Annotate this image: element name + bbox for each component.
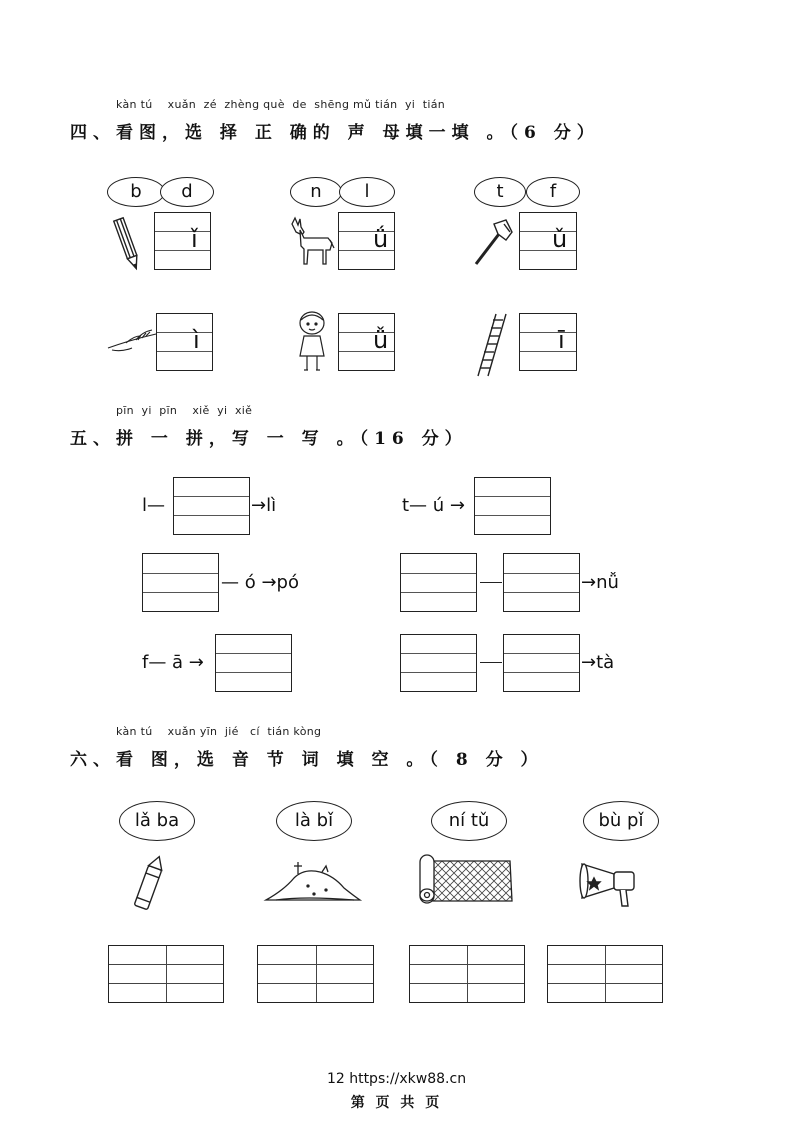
writing-box[interactable] xyxy=(400,634,477,692)
wheat-icon xyxy=(106,326,158,360)
megaphone-icon xyxy=(578,856,644,912)
word-oval[interactable]: lǎ ba xyxy=(119,801,195,841)
equation-text: l— xyxy=(142,495,166,516)
final-text: ī xyxy=(558,326,565,354)
section5-pinyin: pīn yi pīn xiě yi xiě xyxy=(116,404,253,417)
dash-connector xyxy=(480,662,502,663)
writing-box[interactable] xyxy=(142,553,219,612)
writing-box[interactable] xyxy=(503,634,580,692)
option-oval[interactable]: n xyxy=(290,177,342,207)
ladder-icon xyxy=(474,312,510,382)
writing-box[interactable] xyxy=(519,313,577,371)
writing-box[interactable] xyxy=(503,553,580,612)
cloth-roll-icon xyxy=(418,853,516,909)
axe-icon xyxy=(470,218,516,272)
footer-page: 第 页 共 页 xyxy=(350,1095,443,1111)
equation-text: t— ú → xyxy=(402,495,465,516)
section6-heading: 六、看 图，选 音 节 词 填 空 。（ 8 分 ） xyxy=(70,750,544,770)
word-oval[interactable]: là bǐ xyxy=(276,801,352,841)
writing-box[interactable] xyxy=(338,313,395,371)
footer-url: 12 https://xkw88.cn xyxy=(326,1071,467,1087)
equation-text: →lì xyxy=(251,495,277,516)
final-text: ǐ xyxy=(191,225,198,253)
writing-box[interactable] xyxy=(154,212,211,270)
section4-pinyin: kàn tú xuǎn zé zhèng què de shēng mǔ tián yi tián xyxy=(116,98,446,111)
answer-grid[interactable] xyxy=(547,945,663,1003)
dash-connector xyxy=(480,582,502,583)
equation-text: f— ā → xyxy=(142,652,204,673)
answer-grid[interactable] xyxy=(409,945,525,1003)
final-text: ì xyxy=(193,326,200,354)
answer-grid[interactable] xyxy=(257,945,374,1003)
word-oval[interactable]: bù pǐ xyxy=(583,801,659,841)
section5-heading: 五、拼 一 拼，写 一 写 。（16 分） xyxy=(70,429,468,449)
answer-grid[interactable] xyxy=(108,945,224,1003)
writing-box[interactable] xyxy=(215,634,292,692)
writing-box[interactable] xyxy=(173,477,250,535)
section6-pinyin: kàn tú xuǎn yīn jié cí tián kòng xyxy=(116,725,322,738)
equation-text: →nǚ xyxy=(581,572,619,593)
girl-icon xyxy=(296,310,330,378)
writing-box[interactable] xyxy=(338,212,395,270)
writing-box[interactable] xyxy=(156,313,213,371)
mound-icon xyxy=(264,860,362,908)
equation-text: — ó →pó xyxy=(221,572,299,593)
final-text: ǘ xyxy=(373,225,389,253)
writing-box[interactable] xyxy=(519,212,577,270)
writing-box[interactable] xyxy=(474,477,551,535)
option-oval[interactable]: d xyxy=(160,177,214,207)
crayon-icon xyxy=(134,853,166,915)
writing-box[interactable] xyxy=(400,553,477,612)
option-oval[interactable]: l xyxy=(339,177,395,207)
final-text: ǔ xyxy=(552,225,568,253)
option-oval[interactable]: b xyxy=(107,177,165,207)
donkey-icon xyxy=(288,216,336,270)
equation-text: →tà xyxy=(581,652,615,673)
final-text: ǚ xyxy=(373,326,389,354)
pencil-icon xyxy=(112,214,142,276)
word-oval[interactable]: ní tǔ xyxy=(431,801,507,841)
section4-heading: 四、看图，选 择 正 确的 声 母填一填 。（6 分） xyxy=(70,123,600,143)
option-oval[interactable]: f xyxy=(526,177,580,207)
option-oval[interactable]: t xyxy=(474,177,526,207)
